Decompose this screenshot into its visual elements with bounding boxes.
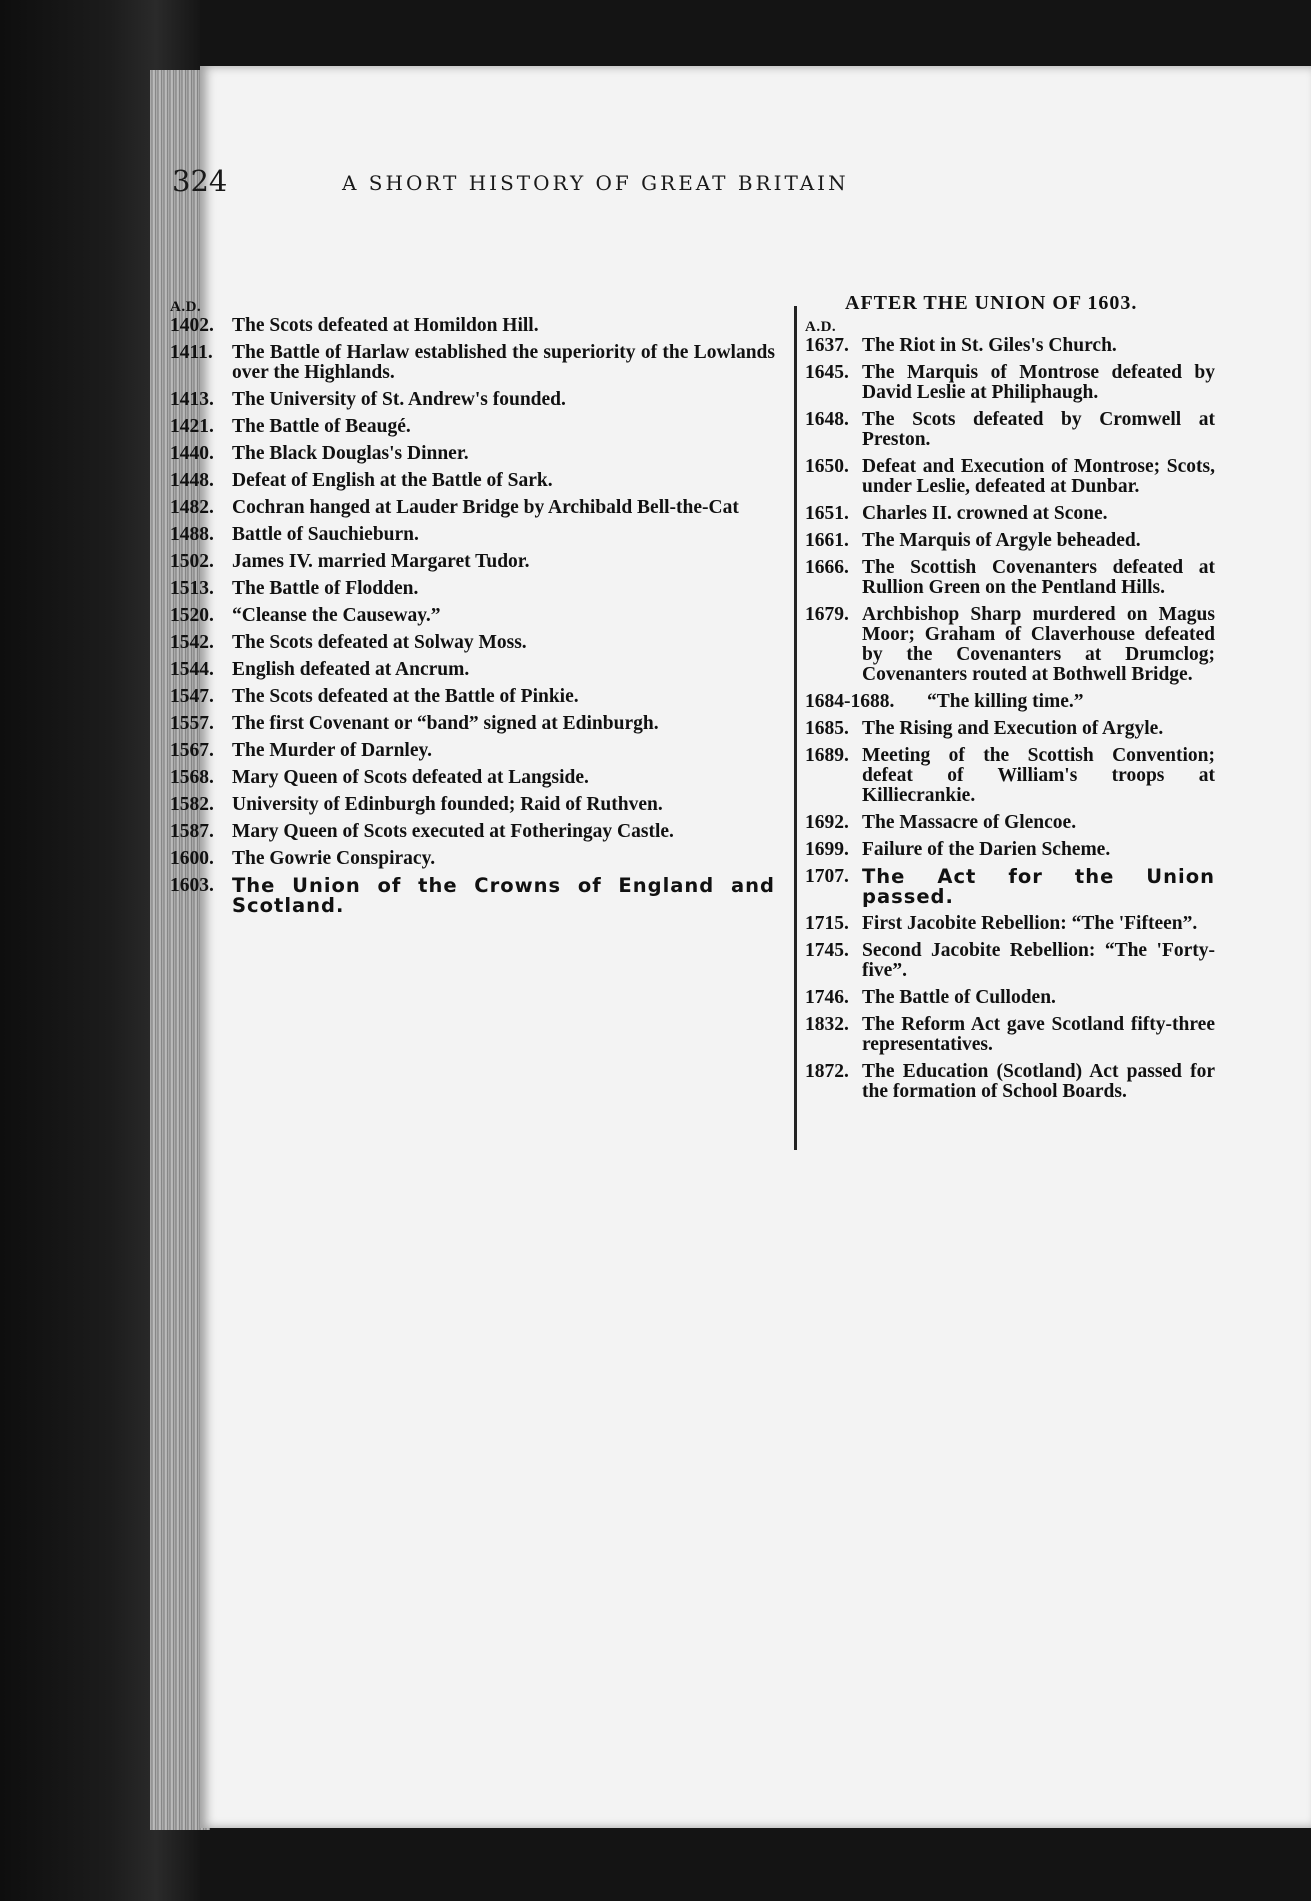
left-column bbox=[170, 300, 775, 923]
entry-text: The Scots defeated by Cromwell at Preston. bbox=[862, 409, 1215, 450]
entry-text: “The killing time.” bbox=[927, 691, 1084, 712]
timeline-entry bbox=[170, 525, 775, 545]
timeline-entry bbox=[170, 849, 775, 869]
timeline-entry bbox=[805, 719, 1215, 739]
entry-text: The Marquis of Montrose defeated by David Leslie at Philiphaugh. bbox=[862, 362, 1215, 403]
entry-year: 1689. bbox=[805, 745, 849, 766]
entry-year: 1448. bbox=[170, 470, 214, 491]
entry-text: James IV. married Margaret Tudor. bbox=[232, 551, 530, 572]
entry-year: 1666. bbox=[805, 557, 849, 578]
entry-text: The University of St. Andrew's founded. bbox=[232, 389, 566, 410]
timeline-entry bbox=[170, 822, 775, 842]
timeline-entry bbox=[170, 633, 775, 653]
entry-text: “Cleanse the Causeway.” bbox=[232, 605, 441, 626]
entry-text: English defeated at Ancrum. bbox=[232, 659, 470, 680]
entry-text: The Scots defeated at Solway Moss. bbox=[232, 632, 527, 653]
timeline-entry bbox=[170, 714, 775, 734]
page-number: 324 bbox=[172, 164, 228, 198]
entry-year: 1645. bbox=[805, 362, 849, 383]
entry-year: 1707. bbox=[805, 866, 849, 887]
entry-text: First Jacobite Rebellion: “The 'Fifteen”. bbox=[862, 913, 1198, 934]
timeline-entry bbox=[170, 444, 775, 464]
timeline-entry bbox=[170, 660, 775, 680]
timeline-entry bbox=[170, 795, 775, 815]
entry-text: The Battle of Harlaw established the superiority of the Lowlands over the Highlands. bbox=[232, 342, 775, 383]
entry-year: 1603. bbox=[170, 875, 214, 896]
entry-year: 1715. bbox=[805, 913, 849, 934]
entry-text: Defeat of English at the Battle of Sark. bbox=[232, 470, 553, 491]
timeline-entry bbox=[170, 417, 775, 437]
entry-year: 1502. bbox=[170, 551, 214, 572]
entry-year: 1684-1688. bbox=[805, 691, 895, 712]
entry-year: 1637. bbox=[805, 335, 849, 356]
timeline-entry bbox=[805, 914, 1215, 934]
timeline-entry bbox=[170, 343, 775, 383]
entry-text: The Union of the Crowns of England and Scotland. bbox=[232, 874, 775, 917]
timeline-entry bbox=[805, 813, 1215, 833]
page-header bbox=[172, 164, 1072, 204]
entry-year: 1411. bbox=[170, 342, 213, 363]
timeline-entry bbox=[805, 988, 1215, 1008]
entry-year: 1600. bbox=[170, 848, 214, 869]
entry-year: 1402. bbox=[170, 315, 214, 336]
entry-text: Cochran hanged at Lauder Bridge by Archibald Bell-the-Cat bbox=[232, 497, 739, 518]
timeline-entry bbox=[805, 531, 1215, 551]
entry-text: The Rising and Execution of Argyle. bbox=[862, 718, 1164, 739]
entry-text: Failure of the Darien Scheme. bbox=[862, 839, 1111, 860]
entry-text: The Massacre of Glencoe. bbox=[862, 812, 1077, 833]
entry-year: 1650. bbox=[805, 456, 849, 477]
entry-text: The Education (Scotland) Act passed for the formation of School Boards. bbox=[862, 1061, 1215, 1102]
timeline-entry bbox=[170, 498, 775, 518]
timeline-entry bbox=[170, 316, 775, 336]
timeline-entry bbox=[805, 457, 1215, 497]
entry-year: 1651. bbox=[805, 503, 849, 524]
entry-year: 1679. bbox=[805, 604, 849, 625]
entry-year: 1421. bbox=[170, 416, 214, 437]
timeline-entry bbox=[805, 840, 1215, 860]
entry-text: Battle of Sauchieburn. bbox=[232, 524, 419, 545]
entry-year: 1440. bbox=[170, 443, 214, 464]
timeline-entry bbox=[805, 746, 1215, 806]
entry-text: The Murder of Darnley. bbox=[232, 740, 433, 761]
entry-year: 1699. bbox=[805, 839, 849, 860]
entry-text: Archbishop Sharp murdered on Magus Moor; Graham of Claverhouse defeated by the Covenanters at Drumclog; Covenanters routed at Bothwell Bridge. bbox=[862, 604, 1215, 685]
timeline-entry bbox=[805, 504, 1215, 524]
entry-text: The Scots defeated at the Battle of Pinkie. bbox=[232, 686, 579, 707]
entry-year: 1567. bbox=[170, 740, 214, 761]
right-column bbox=[805, 320, 1215, 1109]
entry-year: 1568. bbox=[170, 767, 214, 788]
timeline-entry bbox=[170, 768, 775, 788]
entry-year: 1520. bbox=[170, 605, 214, 626]
entry-text: The Battle of Beaugé. bbox=[232, 416, 411, 437]
entry-text: The Scottish Covenanters defeated at Rullion Green on the Pentland Hills. bbox=[862, 557, 1215, 598]
entry-text: The Riot in St. Giles's Church. bbox=[862, 335, 1117, 356]
entry-text: Meeting of the Scottish Convention; defeat of William's troops at Killiecrankie. bbox=[862, 745, 1215, 806]
entry-text: Defeat and Execution of Montrose; Scots, under Leslie, defeated at Dunbar. bbox=[862, 456, 1215, 497]
entry-text: University of Edinburgh founded; Raid of Ruthven. bbox=[232, 794, 663, 815]
entry-year: 1745. bbox=[805, 940, 849, 961]
entry-year: 1832. bbox=[805, 1014, 849, 1035]
entry-year: 1746. bbox=[805, 987, 849, 1008]
timeline-entry bbox=[170, 579, 775, 599]
entry-year: 1544. bbox=[170, 659, 214, 680]
entry-text: The Battle of Culloden. bbox=[862, 987, 1056, 1008]
entry-text: The Scots defeated at Homildon Hill. bbox=[232, 315, 539, 336]
entry-text: The Marquis of Argyle beheaded. bbox=[862, 530, 1141, 551]
entry-year: 1482. bbox=[170, 497, 214, 518]
timeline-entry bbox=[170, 390, 775, 410]
running-title: A SHORT HISTORY OF GREAT BRITAIN bbox=[342, 171, 849, 195]
entry-text: The Battle of Flodden. bbox=[232, 578, 419, 599]
entry-year: 1692. bbox=[805, 812, 849, 833]
right-column-heading: AFTER THE UNION OF 1603. bbox=[845, 292, 1138, 314]
timeline-entry bbox=[170, 876, 775, 916]
entry-text: Charles II. crowned at Scone. bbox=[862, 503, 1108, 524]
entry-text: The first Covenant or “band” signed at Edinburgh. bbox=[232, 713, 659, 734]
timeline-entry bbox=[170, 552, 775, 572]
timeline-entry bbox=[805, 1062, 1215, 1102]
entry-year: 1872. bbox=[805, 1061, 849, 1082]
entry-year: 1661. bbox=[805, 530, 849, 551]
timeline-entry bbox=[805, 692, 1215, 712]
entry-year: 1648. bbox=[805, 409, 849, 430]
entry-year: 1557. bbox=[170, 713, 214, 734]
timeline-entry bbox=[805, 867, 1215, 907]
entry-text: Second Jacobite Rebellion: “The 'Forty-five”. bbox=[862, 940, 1215, 981]
entry-text: The Act for the Union passed. bbox=[862, 865, 1215, 908]
timeline-entry bbox=[805, 941, 1215, 981]
ad-label: A.D. bbox=[805, 319, 837, 335]
timeline-entry bbox=[805, 605, 1215, 685]
timeline-entry bbox=[805, 1015, 1215, 1055]
entry-year: 1582. bbox=[170, 794, 214, 815]
entry-year: 1513. bbox=[170, 578, 214, 599]
timeline-entry bbox=[170, 687, 775, 707]
entry-text: The Reform Act gave Scotland fifty-three representatives. bbox=[862, 1014, 1215, 1055]
entry-year: 1542. bbox=[170, 632, 214, 653]
timeline-entry bbox=[170, 606, 775, 626]
timeline-entry bbox=[805, 410, 1215, 450]
column-divider bbox=[794, 306, 797, 1150]
entry-year: 1685. bbox=[805, 718, 849, 739]
timeline-entry bbox=[805, 558, 1215, 598]
timeline-entry bbox=[170, 471, 775, 491]
entry-text: Mary Queen of Scots defeated at Langside. bbox=[232, 767, 589, 788]
entry-year: 1488. bbox=[170, 524, 214, 545]
entry-year: 1547. bbox=[170, 686, 214, 707]
timeline-entry bbox=[805, 336, 1215, 356]
entry-year: 1587. bbox=[170, 821, 214, 842]
entry-year: 1413. bbox=[170, 389, 214, 410]
timeline-entry bbox=[805, 363, 1215, 403]
entry-text: The Black Douglas's Dinner. bbox=[232, 443, 469, 464]
ad-label: A.D. bbox=[170, 299, 202, 315]
entry-text: Mary Queen of Scots executed at Fotheringay Castle. bbox=[232, 821, 674, 842]
timeline-entry bbox=[170, 741, 775, 761]
entry-text: The Gowrie Conspiracy. bbox=[232, 848, 436, 869]
